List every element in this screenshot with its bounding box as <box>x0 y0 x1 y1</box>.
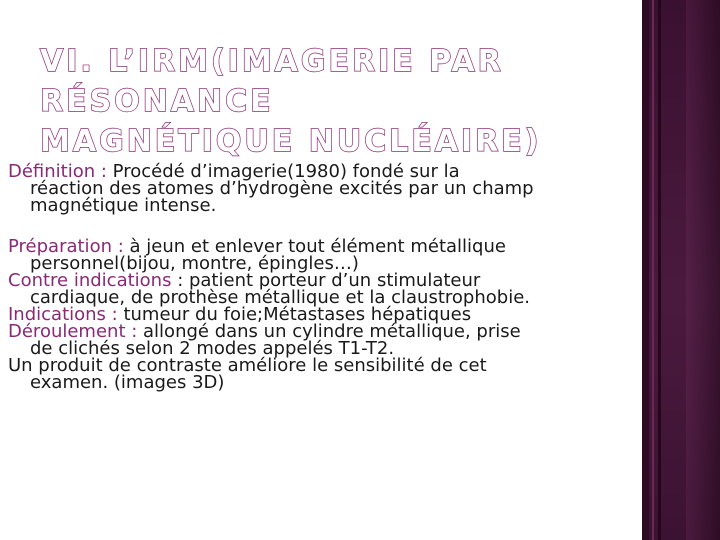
title-line-1: VI. L’IRM(IMAGERIE PAR RÉSONANCE <box>40 44 504 119</box>
produit-text: examen. (images 3D) <box>30 372 225 393</box>
side-stripe <box>642 0 649 540</box>
indications-label: Indications : <box>8 304 118 325</box>
deroulement-text: allongé dans un cylindre métallique, prise <box>137 321 521 342</box>
deroulement-label: Déroulement : <box>8 321 138 342</box>
produit-paragraph <box>8 357 638 391</box>
title-line-2: MAGNÉTIQUE NUCLÉAIRE) <box>40 124 542 159</box>
contre-indications-label: Contre indications <box>8 270 172 291</box>
deroulement-paragraph <box>8 323 638 357</box>
preparation-text: à jeun et enlever tout élément métallique <box>123 236 506 257</box>
preparation-label: Préparation : <box>8 236 124 257</box>
side-stripe <box>686 0 720 540</box>
preparation-text: personnel(bijou, montre, épingles…) <box>30 253 359 274</box>
deroulement-text: de clichés selon 2 modes appelés T1-T2. <box>30 338 395 359</box>
definition-text: Procédé d’imagerie(1980) fondé sur la <box>106 161 460 182</box>
definition-text: réaction des atomes d’hydrogène excités par un champ <box>30 178 534 199</box>
side-stripe <box>658 0 661 540</box>
definition-label: Définition : <box>8 161 107 182</box>
preparation-paragraph <box>8 238 638 272</box>
contre-indications-text: : patient porteur d’un stimulateur <box>171 270 481 291</box>
contre-indications-paragraph <box>8 272 638 306</box>
definition-text: magnétique intense. <box>30 195 217 216</box>
slide-title <box>40 42 620 162</box>
contre-indications-text: cardiaque, de prothèse métallique et la claustrophobie. <box>30 287 530 308</box>
side-stripe <box>652 0 654 540</box>
slide-body <box>8 163 638 391</box>
decorative-side-panel <box>642 0 720 540</box>
produit-text: Un produit de contraste améliore le sensibilité de cet <box>8 355 487 376</box>
definition-paragraph <box>8 163 638 214</box>
indications-text: tumeur du foie;Métastases hépatiques <box>117 304 472 325</box>
